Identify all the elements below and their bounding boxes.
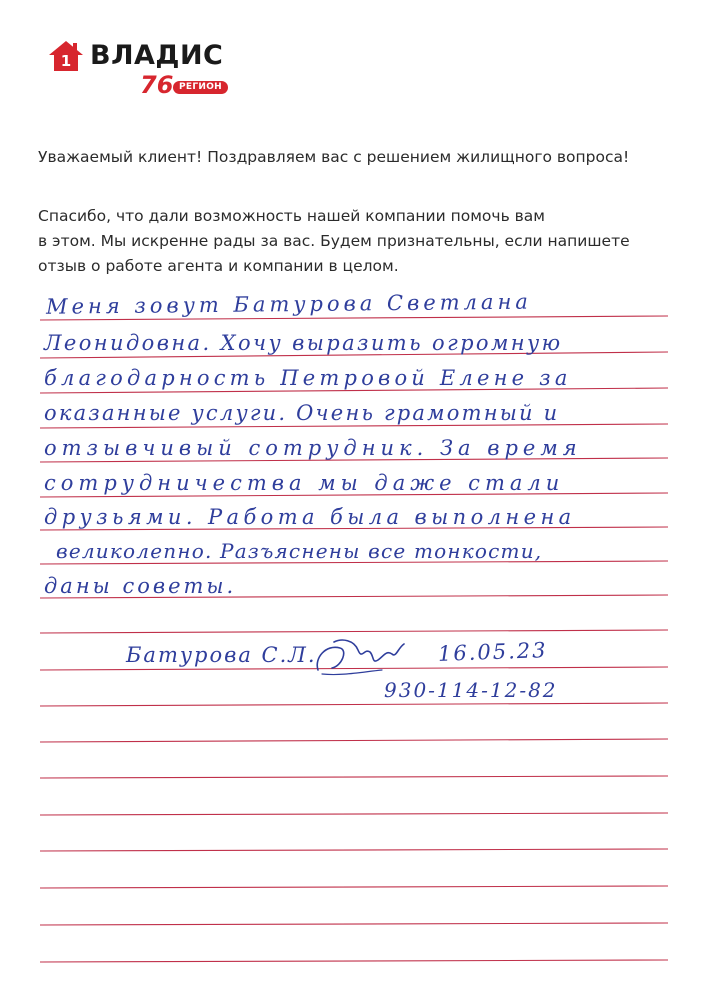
handwritten-line: отзывчивый сотрудник. За время [44,436,582,460]
handwritten-signature [312,630,412,680]
handwritten-line: сотрудничества мы даже стали [44,471,565,495]
handwritten-line: Леонидовна. Хочу выразить огромную [44,331,563,355]
handwritten-line: друзьями. Работа была выполнена [44,505,576,529]
intro-line: в этом. Мы искренне рады за вас. Будем признательны, если напишете [38,232,630,250]
logo-region-number: 76 [140,71,174,99]
handwritten-line: Меня зовут Батурова Светлана [45,289,532,319]
signature-name: Батурова С.Л. [126,643,317,667]
intro-line: Спасибо, что дали возможность нашей компании помочь вам [38,207,545,225]
logo-brand-name: ВЛАДИС [90,40,224,71]
handwritten-line: оказанные услуги. Очень грамотный и [44,401,560,425]
handwritten-line: даны советы. [44,574,237,598]
handwritten-line: благодарность Петровой Елене за [44,366,572,390]
logo-region-label: РЕГИОН [173,81,228,94]
contact-phone: 930-114-12-82 [384,678,558,702]
intro-line: отзыв о работе агента и компании в целом. [38,257,399,275]
greeting-text: Уважаемый клиент! Поздравляем вас с решением жилищного вопроса! [38,148,630,166]
handwritten-line: великолепно. Разъяснены все тонкости, [56,539,543,563]
signature-date: 16.05.23 [437,638,548,666]
logo-house-number: 1 [60,52,72,70]
